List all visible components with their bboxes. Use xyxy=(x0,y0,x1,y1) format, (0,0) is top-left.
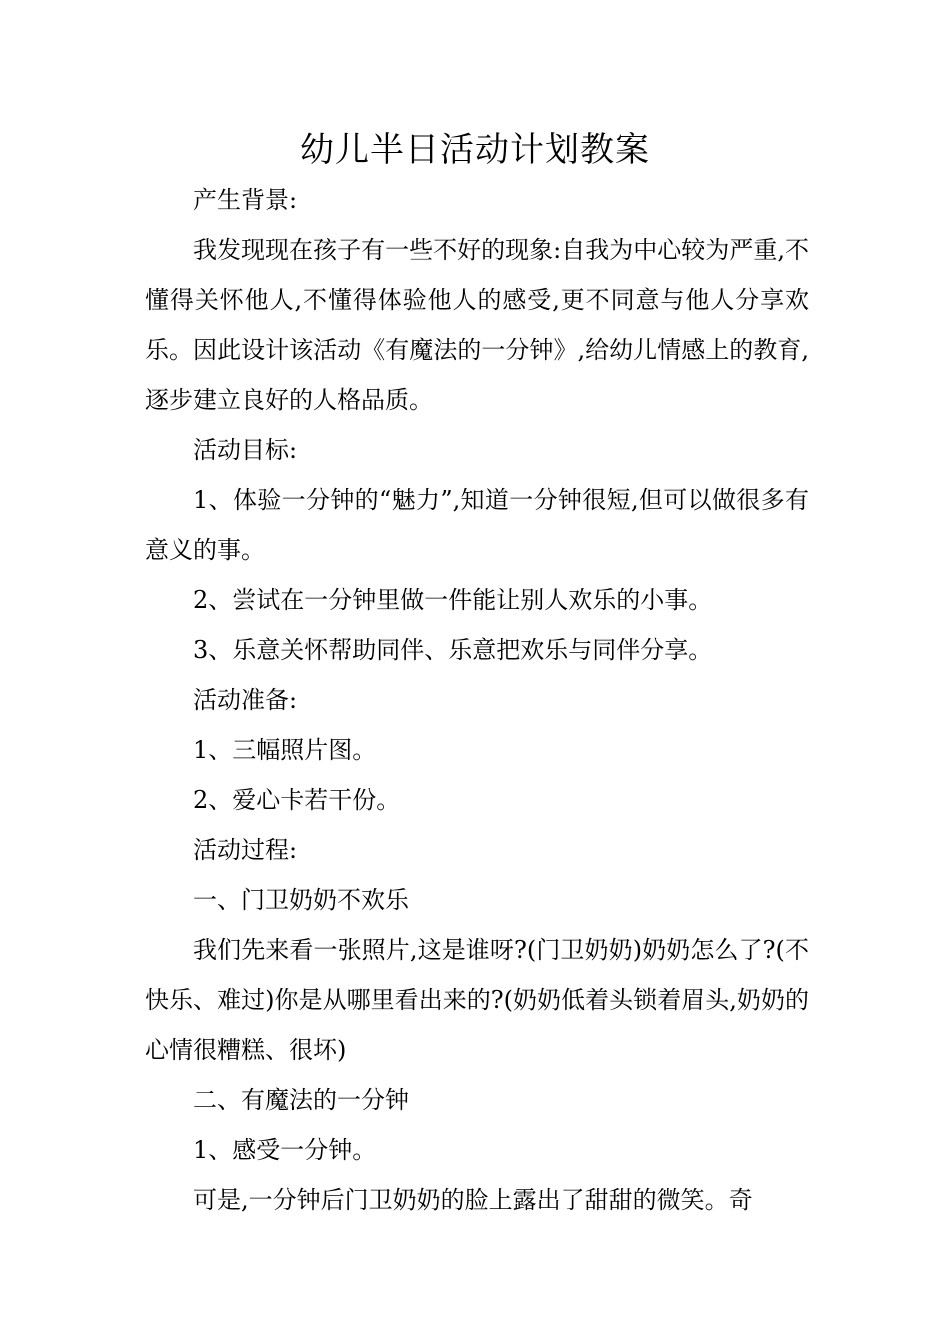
paragraph-section-2-text: 可是,一分钟后门卫奶奶的脸上露出了甜甜的微笑。奇 xyxy=(193,1186,753,1214)
paragraph-section-2-heading: 二、有魔法的一分钟 xyxy=(193,1086,409,1114)
paragraph-background-text: 我发现现在孩子有一些不好的现象:自我为中心较为严重,不懂得关怀他人,不懂得体验他人的感受,更不同意与他人分享欢乐。因此设计该活动《有魔法的一分钟》,给幼儿情感上的教育,逐步建立良好的人格品质。 xyxy=(145,236,809,414)
paragraph-goal-2: 2、尝试在一分钟里做一件能让别人欢乐的小事。 xyxy=(193,586,713,614)
paragraph-section-1-heading: 一、门卫奶奶不欢乐 xyxy=(193,886,409,914)
paragraph-background-heading: 产生背景: xyxy=(193,186,298,214)
paragraph-prep-heading: 活动准备: xyxy=(193,686,298,714)
paragraph-goal-3: 3、乐意关怀帮助同伴、乐意把欢乐与同伴分享。 xyxy=(193,636,713,664)
document-title: 幼儿半日活动计划教案 xyxy=(300,130,650,170)
paragraph-section-1-text: 我们先来看一张照片,这是谁呀?(门卫奶奶)奶奶怎么了?(不快乐、难过)你是从哪里看出来的?(奶奶低着头锁着眉头,奶奶的心情很糟糕、很坏) xyxy=(145,936,809,1064)
paragraph-section-2-item-1: 1、感受一分钟。 xyxy=(193,1136,377,1164)
paragraph-goals-heading: 活动目标: xyxy=(193,436,298,464)
paragraph-prep-1: 1、三幅照片图。 xyxy=(193,736,377,764)
paragraph-goal-1: 1、体验一分钟的“魅力”,知道一分钟很短,但可以做很多有意义的事。 xyxy=(145,486,809,564)
paragraph-prep-2: 2、爱心卡若干份。 xyxy=(193,786,401,814)
document-body xyxy=(145,175,809,1225)
paragraph-process-heading: 活动过程: xyxy=(193,836,298,864)
